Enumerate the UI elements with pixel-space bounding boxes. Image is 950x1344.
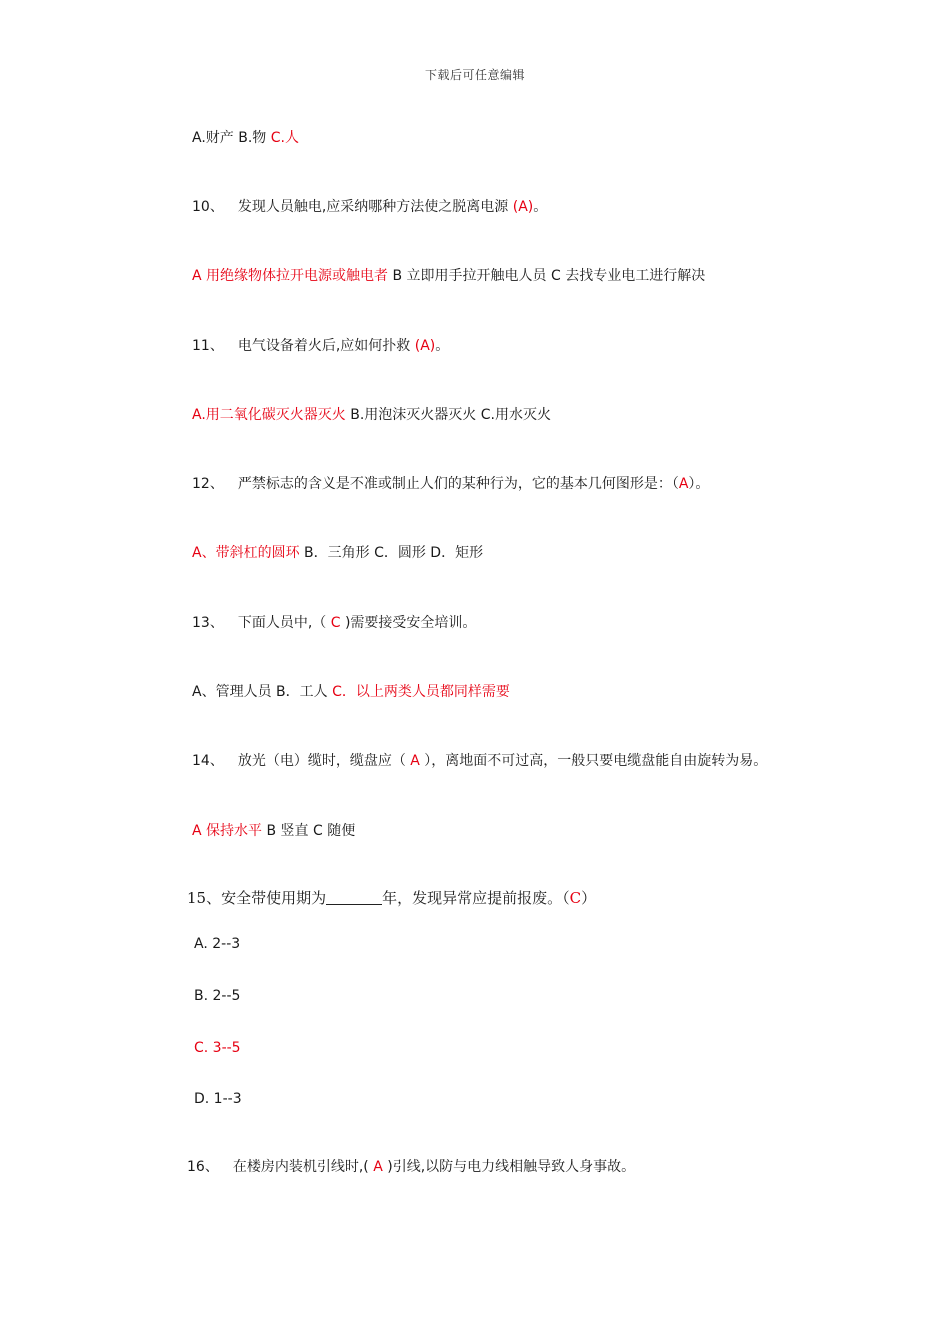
question-number: 10、 <box>192 199 224 215</box>
fill-blank <box>326 890 382 905</box>
question-text: 下面人员中,（ <box>237 615 331 631</box>
question-text: 电气设备着火后,应如何扑救 <box>237 338 415 354</box>
options-q12 <box>192 543 483 563</box>
answer-option: A.用二氧化碳灭火器灭火 <box>192 407 346 423</box>
answer-option: A 保持水平 <box>192 823 263 839</box>
question-number: 16、 <box>187 1159 219 1175</box>
question-15 <box>187 888 596 908</box>
option-15c-answer: C. 3--5 <box>194 1040 241 1056</box>
option-text: A.财产 B.物 <box>192 130 271 146</box>
options-q11 <box>192 405 551 425</box>
answer-mark: C <box>330 615 341 631</box>
question-text: 15、安全带使用期为 <box>187 889 327 907</box>
answer-option: C．以上两类人员都同样需要 <box>332 684 510 700</box>
options-q13 <box>192 682 510 702</box>
question-number: 13、 <box>192 615 224 631</box>
answer-mark: A <box>373 1159 383 1175</box>
answer-option: C.人 <box>270 130 299 146</box>
question-text: 放光（电）缆时，缆盘应（ <box>237 753 411 769</box>
option-text: A、管理人员 B．工人 <box>192 684 333 700</box>
answer-option: A 用绝缘物体拉开电源或触电者 <box>192 268 389 284</box>
option-text: B.用泡沫灭火器灭火 C.用水灭火 <box>345 407 551 423</box>
option-15b: B. 2--5 <box>194 988 241 1004</box>
options-q9 <box>192 128 299 148</box>
question-number: 12、 <box>192 476 224 492</box>
question-12 <box>192 474 709 494</box>
question-11 <box>192 336 449 356</box>
question-end: ） <box>581 889 597 907</box>
answer-mark: A <box>410 753 420 769</box>
question-end: ），离地面不可过高，一般只要电缆盘能自由旋转为易。 <box>419 753 768 769</box>
question-end: ）。 <box>688 476 710 492</box>
option-15d: D. 1--3 <box>194 1091 242 1107</box>
question-number: 11、 <box>192 338 224 354</box>
page-header: 下载后可任意编辑 <box>424 68 525 82</box>
option-15a: A. 2--3 <box>194 936 241 952</box>
question-end: 。 <box>435 338 450 354</box>
question-13 <box>192 613 476 633</box>
question-end: )引线,以防与电力线相触导致人身事故。 <box>382 1159 636 1175</box>
question-end: )需要接受安全培训。 <box>340 615 477 631</box>
option-text: B 立即用手拉开触电人员 C 去找专业电工进行解决 <box>388 268 706 284</box>
question-text-2: 年，发现异常应提前报废。（ <box>382 889 570 907</box>
answer-mark: (A) <box>414 338 436 354</box>
question-text: 发现人员触电,应采纳哪种方法使之脱离电源 <box>237 199 513 215</box>
option-text: B．三角形 C．圆形 D．矩形 <box>299 545 484 561</box>
options-q10 <box>192 266 705 286</box>
answer-mark: C <box>569 889 582 907</box>
question-number: 14、 <box>192 753 224 769</box>
answer-mark: A <box>678 476 689 492</box>
question-10 <box>192 197 547 217</box>
question-text: 严禁标志的含义是不准或制止人们的某种行为，它的基本几何图形是：（ <box>237 476 679 492</box>
question-text: 在楼房内装机引线时,( <box>232 1159 374 1175</box>
answer-option: A、带斜杠的圆环 <box>192 545 300 561</box>
answer-mark: (A) <box>512 199 534 215</box>
question-end: 。 <box>533 199 548 215</box>
question-16 <box>187 1157 635 1177</box>
option-text: B 竖直 C 随便 <box>262 823 356 839</box>
options-q14 <box>192 821 355 841</box>
question-14 <box>192 751 767 771</box>
